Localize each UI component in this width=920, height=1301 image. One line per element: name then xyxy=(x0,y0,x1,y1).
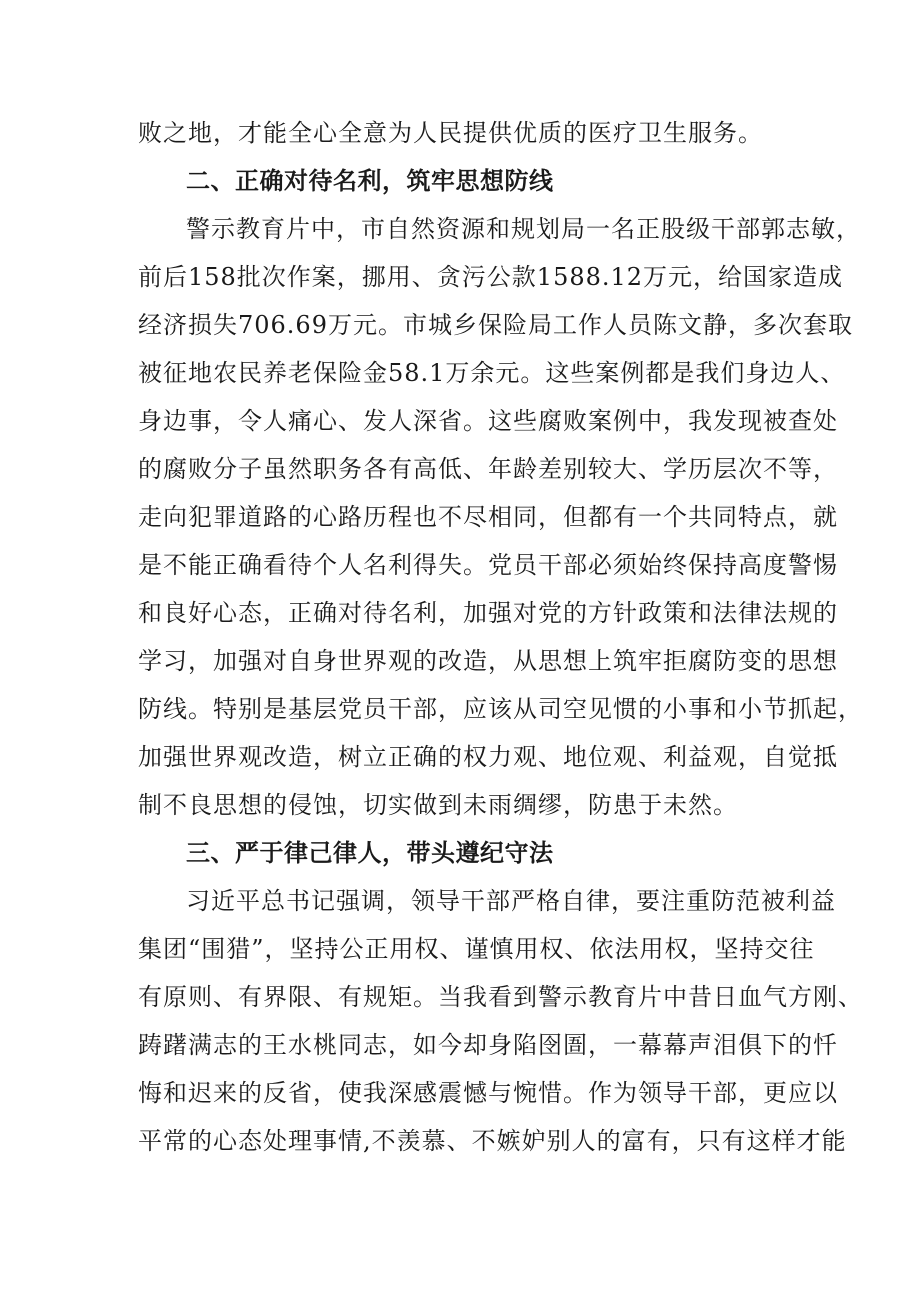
body-line-8: 的腐败分子虽然职务各有高低、年龄差别较大、学历层次不等， xyxy=(138,455,838,483)
body-line-1: 败之地，才能全心全意为人民提供优质的医疗卫生服务。 xyxy=(138,119,763,147)
body-line-20: 踌躇满志的王水桃同志，如今却身陷囹圄，一幕幕声泪俱下的忏 xyxy=(138,1031,838,1059)
body-line-7: 身边事，令人痛心、发人深省。这些腐败案例中，我发现被查处 xyxy=(138,407,838,435)
section-heading-2: 二、正确对待名利，筑牢思想防线 xyxy=(186,167,554,195)
body-line-19: 有原则、有界限、有规矩。当我看到警示教育片中昔日血气方刚、 xyxy=(138,983,863,1011)
body-line-3: 警示教育片中，市自然资源和规划局一名正股级干部郭志敏， xyxy=(186,215,861,243)
body-line-21: 悔和迟来的反省，使我深感震憾与惋惜。作为领导干部，更应以 xyxy=(138,1079,838,1107)
body-line-18: 集团“围猎”，坚持公正用权、谨慎用权、依法用权，坚持交往 xyxy=(138,935,815,963)
body-line-9: 走向犯罪道路的心路历程也不尽相同，但都有一个共同特点，就 xyxy=(138,503,838,531)
body-line-4: 前后158批次作案，挪用、贪污公款1588.12万元，给国家造成 xyxy=(138,263,844,291)
body-line-12: 学习，加强对自身世界观的改造，从思想上筑牢拒腐防变的思想 xyxy=(138,647,838,675)
section-heading-3: 三、严于律己律人，带头遵纪守法 xyxy=(186,839,554,867)
body-line-10: 是不能正确看待个人名利得失。党员干部必须始终保持高度警惕 xyxy=(138,551,838,579)
body-line-6: 被征地农民养老保险金58.1万余元。这些案例都是我们身边人、 xyxy=(138,359,846,387)
body-line-15: 制不良思想的侵蚀，切实做到未雨绸缪，防患于未然。 xyxy=(138,791,738,819)
body-line-14: 加强世界观改造，树立正确的权力观、地位观、利益观，自觉抵 xyxy=(138,743,838,771)
body-line-17: 习近平总书记强调，领导干部严格自律，要注重防范被利益 xyxy=(186,887,836,915)
body-line-5: 经济损失706.69万元。市城乡保险局工作人员陈文静，多次套取 xyxy=(138,311,853,339)
body-line-22: 平常的心态处理事情,不羡慕、不嫉妒别人的富有，只有这样才能 xyxy=(138,1127,847,1155)
body-line-13: 防线。特别是基层党员干部，应该从司空见惯的小事和小节抓起， xyxy=(138,695,863,723)
body-line-11: 和良好心态，正确对待名利，加强对党的方针政策和法律法规的 xyxy=(138,599,838,627)
